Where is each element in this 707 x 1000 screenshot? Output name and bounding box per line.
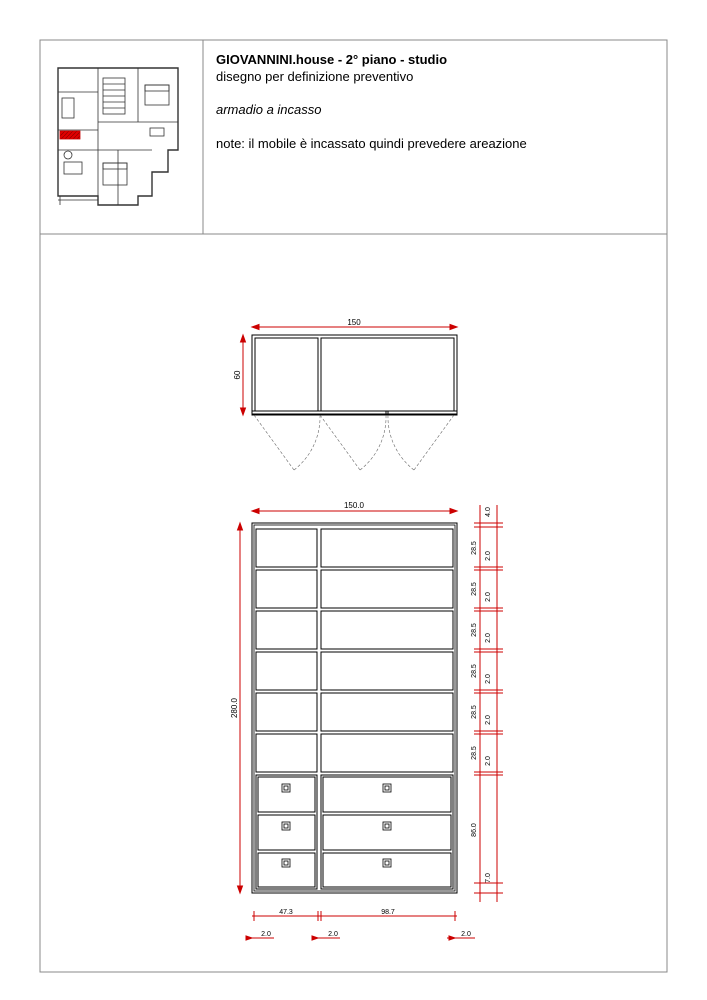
drawer-knobs (282, 784, 391, 867)
elevation-outline (252, 523, 457, 893)
wardrobe-front-elevation (230, 501, 503, 940)
shelf-compartments (256, 529, 453, 772)
furniture-name: armadio a incasso (216, 102, 322, 117)
bottom-right-width-label: 98.7 (381, 909, 395, 916)
door-swings (254, 415, 454, 470)
drawing-subtitle: disegno per definizione preventivo (216, 69, 414, 84)
thickness-left-label: 2.0 (261, 931, 271, 938)
dim-gap-3: 2.0 (485, 633, 492, 643)
thickness-right-label: 2.0 (461, 931, 471, 938)
plan-depth-label: 60 (233, 370, 242, 380)
bottom-left-width-label: 47.3 (279, 909, 293, 916)
dim-shelf-6: 28.5 (471, 746, 478, 760)
dim-top-gap: 4.0 (485, 507, 492, 517)
dim-gap-6: 2.0 (485, 756, 492, 766)
plan-outline (252, 335, 457, 415)
dim-shelf-4: 28.5 (471, 664, 478, 678)
dim-shelf-3: 28.5 (471, 623, 478, 637)
drawing-note: note: il mobile è incassato quindi prevedere areazione (216, 136, 527, 151)
dim-gap-2: 2.0 (485, 592, 492, 602)
key-floor-plan (58, 68, 178, 205)
dim-base: 7.0 (485, 873, 492, 883)
bottom-thickness-dimensions (246, 936, 475, 940)
dim-gap-4: 2.0 (485, 674, 492, 684)
dim-gap-5: 2.0 (485, 715, 492, 725)
drawing-title: GIOVANNINI.house - 2° piano - studio (216, 52, 448, 67)
right-dimension-labels (471, 507, 492, 883)
dim-shelf-5: 28.5 (471, 705, 478, 719)
elevation-height-label: 280.0 (230, 697, 239, 719)
dim-shelf-2: 28.5 (471, 582, 478, 596)
dim-shelf-1: 28.5 (471, 541, 478, 555)
elevation-width-label: 150.0 (343, 501, 365, 510)
dim-drawer-block: 86.0 (471, 823, 478, 837)
dim-gap-1: 2.0 (485, 551, 492, 561)
wardrobe-plan-view (233, 318, 457, 470)
thickness-middle-label: 2.0 (328, 931, 338, 938)
right-dimension-chain (474, 505, 503, 902)
plan-width-label: 150 (347, 318, 361, 327)
